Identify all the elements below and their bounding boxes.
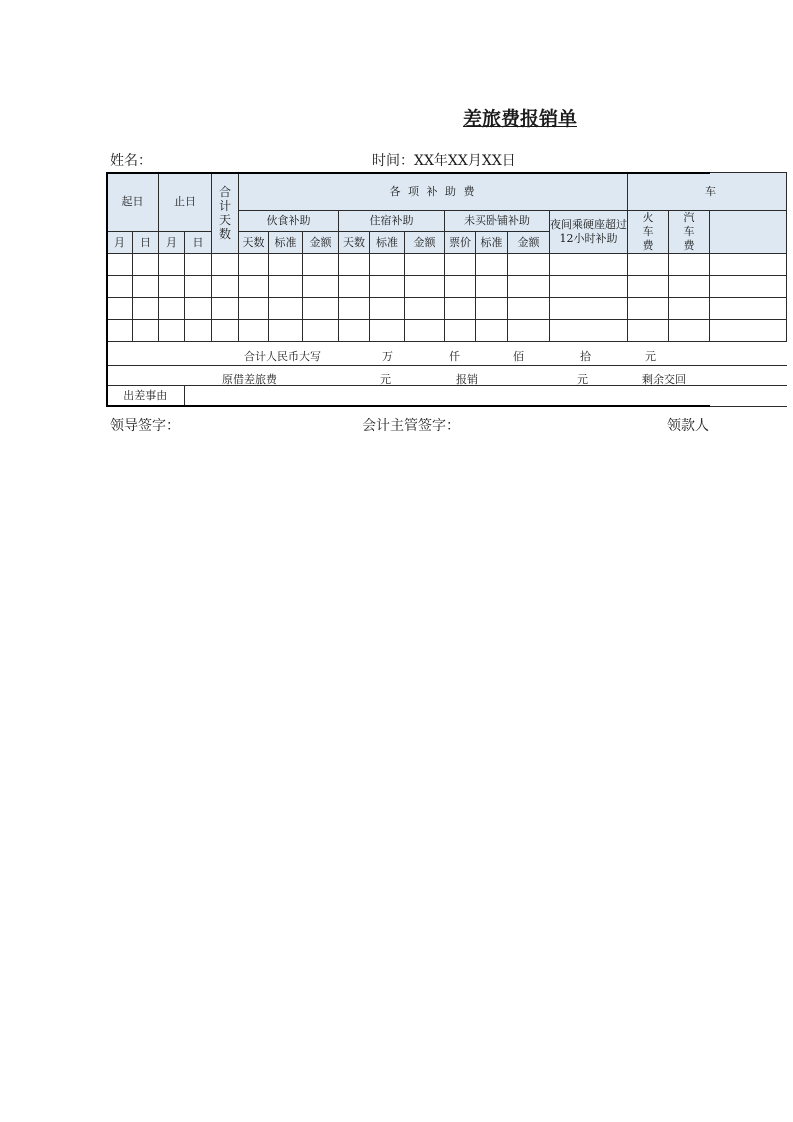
- reimburse-label: 报销: [456, 373, 478, 386]
- total-days-header: 合计天数: [212, 173, 239, 254]
- transport-column-header: [710, 211, 787, 254]
- table-row[interactable]: [107, 320, 787, 342]
- lodging-standard-header: 标准: [370, 231, 405, 253]
- table-row[interactable]: [107, 254, 787, 276]
- train-fare-header: 火车费: [628, 211, 669, 254]
- table-left-border: [106, 172, 108, 407]
- wan-label: 万: [382, 350, 393, 363]
- bus-fare-header: 汽车费: [669, 211, 710, 254]
- table-top-border: [106, 172, 710, 174]
- qian-label: 仟: [449, 350, 460, 363]
- start-month-header: 月: [107, 231, 133, 253]
- sleeper-amount-header: 金额: [508, 231, 550, 253]
- start-date-header: 起日: [107, 173, 159, 232]
- meal-subsidy-header: 伙食补助: [239, 211, 339, 232]
- meal-standard-header: 标准: [269, 231, 303, 253]
- subsidies-header: 各 项 补 助 费: [239, 173, 628, 211]
- meal-amount-header: 金额: [303, 231, 339, 253]
- meal-days-header: 天数: [239, 231, 269, 253]
- reason-field[interactable]: [185, 386, 787, 407]
- reason-label: 出差事由: [107, 386, 185, 407]
- lodging-days-header: 天数: [339, 231, 370, 253]
- recipient-signature-label: 领款人: [667, 418, 709, 434]
- ticket-price-header: 票价: [445, 231, 476, 253]
- start-day-header: 日: [133, 231, 159, 253]
- time-label: 时间：XX年XX月XX日: [372, 153, 516, 169]
- end-date-header: 止日: [159, 173, 212, 232]
- table-row[interactable]: [107, 276, 787, 298]
- rmb-total-label: 合计人民币大写: [244, 350, 321, 363]
- advance-yuan-label: 元: [380, 373, 391, 386]
- accounting-signature-label: 会计主管签字：: [362, 418, 460, 434]
- bai-label: 佰: [513, 350, 524, 363]
- no-sleeper-subsidy-header: 未买卧铺补助: [445, 211, 550, 232]
- table-bottom-border: [106, 405, 710, 407]
- advance-label: 原借差旅费: [222, 373, 277, 386]
- table-row[interactable]: [107, 298, 787, 320]
- transport-header-partial: 车: [628, 173, 787, 211]
- night-seat-subsidy-header: 夜间乘硬座超过12小时补助: [550, 211, 628, 254]
- end-month-header: 月: [159, 231, 185, 253]
- sleeper-standard-header: 标准: [476, 231, 508, 253]
- rmb-total-row: [107, 342, 787, 366]
- lodging-amount-header: 金额: [405, 231, 445, 253]
- shi-label: 拾: [580, 350, 591, 363]
- reimburse-yuan-label: 元: [577, 373, 588, 386]
- end-day-header: 日: [185, 231, 212, 253]
- expense-table: [106, 172, 717, 408]
- lodging-subsidy-header: 住宿补助: [339, 211, 445, 232]
- leader-signature-label: 领导签字：: [110, 418, 180, 434]
- remaining-label: 剩余交回: [642, 373, 686, 386]
- form-title: 差旅费报销单: [462, 108, 577, 130]
- name-label: 姓名：: [110, 153, 152, 169]
- yuan-label: 元: [645, 350, 656, 363]
